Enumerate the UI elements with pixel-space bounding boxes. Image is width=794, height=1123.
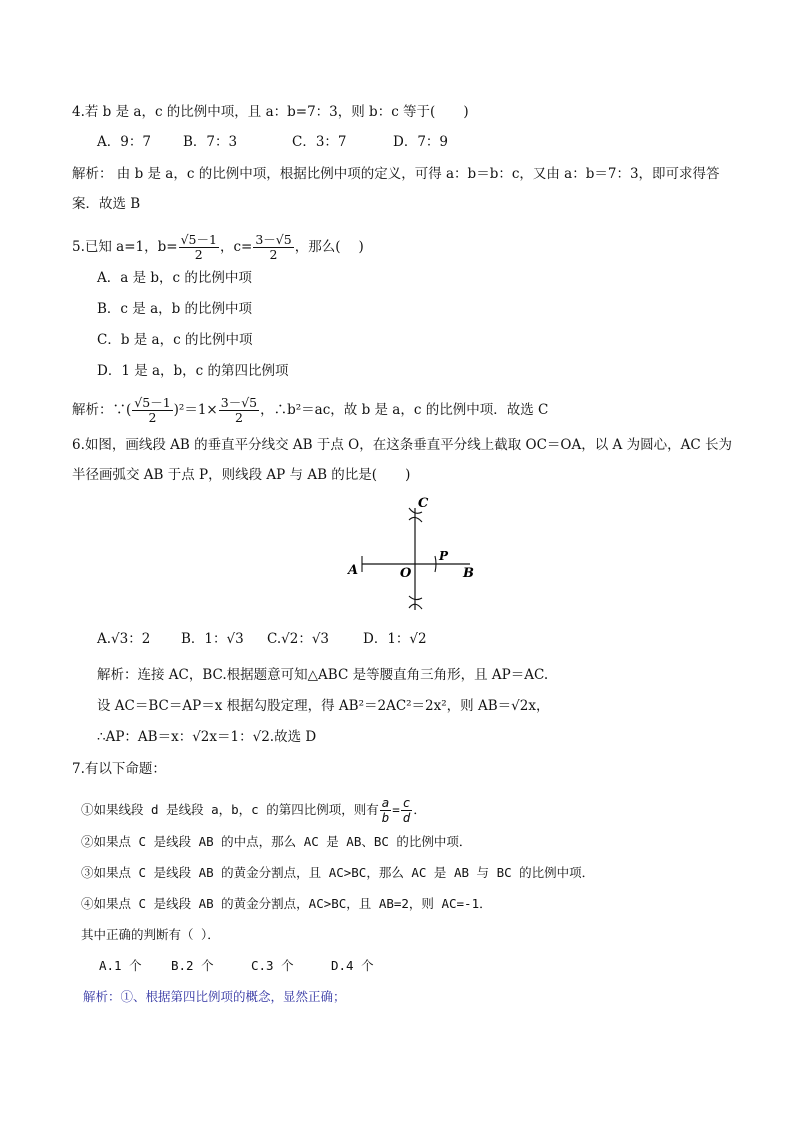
q6-stem-line1: 6.如图，画线段 AB 的垂直平分线交 AB 于点 O，在这条垂直平分线上截取 OC＝OA，以 A 为圆心，AC 长为 xyxy=(72,437,732,453)
q5-option-c: C．b 是 a，c 的比例中项 xyxy=(97,332,253,348)
q4-option-d: D．7：9 xyxy=(393,134,449,150)
q7-option-b: B.2 个 xyxy=(171,958,214,973)
label-p: P xyxy=(439,549,449,563)
label-b: B xyxy=(463,566,474,581)
q4-analysis-line2: 案．故选 B xyxy=(72,196,141,212)
q7-item-2: ②如果点 C 是线段 AB 的中点，那么 AC 是 AB、BC 的比例中项． xyxy=(81,834,472,849)
q7-option-c: C.3 个 xyxy=(251,958,294,973)
q7-stem: 7.有以下命题： xyxy=(72,761,166,777)
q6-option-d: D．1：√2 xyxy=(363,631,427,647)
q6-option-c: C.√2：√3 xyxy=(267,631,330,647)
q5-option-d: D．1 是 a，b，c 的第四比例项 xyxy=(97,363,289,379)
q6-option-b: B．1：√3 xyxy=(181,631,244,647)
q5-option-b: B．c 是 a，b 的比例中项 xyxy=(97,301,253,317)
q6-analysis-line2: 设 AC＝BC＝AP＝x 根据勾股定理，得 AB²＝2AC²＝2x²，则 AB＝√2x， xyxy=(97,698,550,714)
q7-analysis: 解析：①、根据第四比例项的概念，显然正确； xyxy=(83,989,346,1004)
label-o: O xyxy=(400,566,412,581)
q6-options xyxy=(97,630,427,648)
q6-figure xyxy=(340,492,480,614)
q6-analysis-line3: ∴AP：AB＝x：√2x＝1：√2.故选 D xyxy=(97,729,317,745)
q4-option-a: A．9：7 xyxy=(97,134,151,150)
q5-b-fraction: $\frac{√5-1}{2}$ xyxy=(180,232,217,262)
q7-options xyxy=(99,957,374,975)
q5-analysis: 解析：∵( $\frac{√5-1}{2}$ )²＝1× $\frac{3-√5}{2}$ ，∴b²＝ac，故 b 是 a，c 的比例中项．故选 C xyxy=(72,395,549,425)
q6-option-a: A.√3：2 xyxy=(97,631,151,647)
q4-stem: 4.若 b 是 a，c 的比例中项，且 a：b=7：3，则 b：c 等于( ) xyxy=(72,104,469,120)
q4-analysis-line1: 解析： 由 b 是 a，c 的比例中项，根据比例中项的定义，可得 a：b＝b：c，又由 a：b＝7：3，即可求得答 xyxy=(72,166,720,182)
q7-item-3: ③如果点 C 是线段 AB 的黄金分割点，且 AC>BC，那么 AC 是 AB 与 BC 的比例中项． xyxy=(81,865,595,880)
label-a: A xyxy=(348,563,359,578)
q4-option-b: B．7：3 xyxy=(183,134,238,150)
q5-stem: 5.已知 a=1，b= $\frac{√5-1}{2}$ ，c= $\frac{3-√5}{2}$ ，那么( ) xyxy=(72,232,364,262)
q7-item-1: ①如果线段 d 是线段 a，b，c 的第四比例项，则有 $\frac{a}{b}$ = $\frac{c}{d}$ ． xyxy=(81,795,426,825)
q6-stem-line2: 半径画弧交 AB 于点 P，则线段 AP 与 AB 的比是( ) xyxy=(72,467,411,483)
q6-analysis-line1: 解析：连接 AC，BC.根据题意可知△ABC 是等腰直角三角形，且 AP＝AC. xyxy=(97,667,549,683)
q7-item-4: ④如果点 C 是线段 AB 的黄金分割点，AC>BC，且 AB=2，则 AC=-1． xyxy=(81,896,492,911)
label-c: C xyxy=(418,496,429,511)
q7-question: 其中正确的判断有（ ）． xyxy=(81,927,220,942)
q7-option-a: A.1 个 xyxy=(99,958,142,973)
q4-options xyxy=(97,133,448,151)
q4-option-c: C．3：7 xyxy=(292,134,347,150)
q5-option-a: A．a 是 b，c 的比例中项 xyxy=(97,270,252,286)
q5-c-fraction: $\frac{3-√5}{2}$ xyxy=(255,232,292,262)
q7-option-d: D.4 个 xyxy=(331,958,374,973)
